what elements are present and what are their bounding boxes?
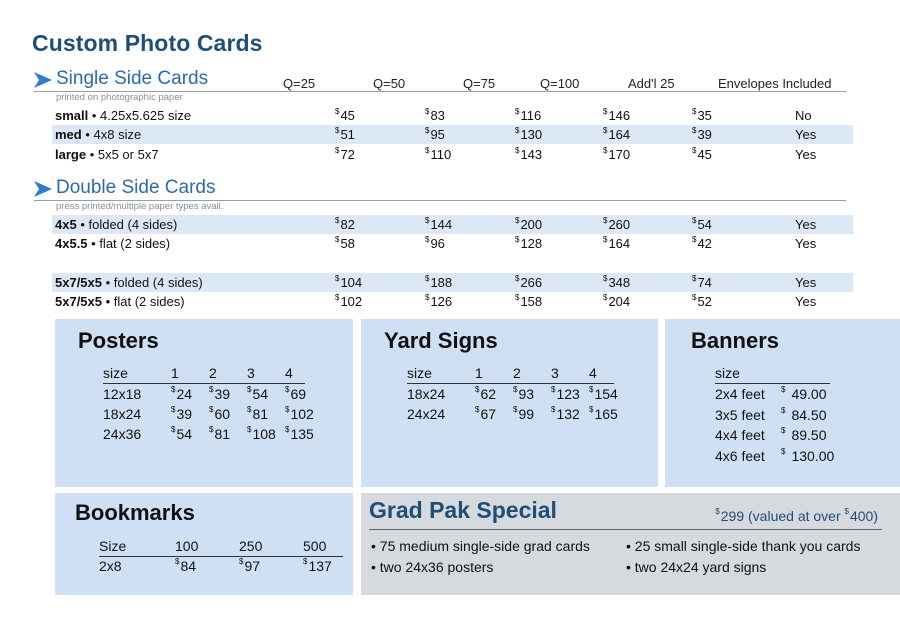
- currency-symbol: $: [515, 235, 520, 244]
- grad-pak-item: • 75 medium single-side grad cards: [371, 538, 590, 554]
- card-size: [55, 294, 185, 309]
- table-header: [715, 365, 830, 384]
- price-cell: [425, 275, 452, 290]
- currency-symbol: $: [425, 107, 430, 116]
- price-cell: [171, 406, 192, 422]
- price-cell: [171, 426, 192, 442]
- price-value: 54: [697, 217, 712, 232]
- envelopes-cell: Yes: [795, 275, 817, 290]
- price-value: 72: [340, 147, 355, 162]
- price-value: 146: [608, 108, 631, 123]
- currency-symbol: $: [425, 274, 430, 283]
- price-cell: [515, 275, 542, 290]
- section-subtitle: press printed/multiple paper types avail.: [56, 201, 224, 212]
- price-value: 135: [290, 426, 314, 442]
- price-value: 102: [290, 406, 314, 422]
- price-value: 104: [340, 275, 363, 290]
- column-header: 500: [303, 538, 327, 554]
- panel-title: Posters: [78, 328, 159, 353]
- column-header: 4: [285, 365, 293, 381]
- price-value: 165: [594, 406, 618, 422]
- currency-symbol: $: [603, 146, 608, 155]
- table-header: [99, 538, 343, 557]
- currency-symbol: $: [781, 385, 786, 394]
- card-size: [55, 108, 191, 123]
- price-cell: [515, 217, 542, 232]
- currency-symbol: $: [285, 405, 290, 414]
- price-value: 204: [608, 294, 631, 309]
- currency-symbol: $: [425, 216, 430, 225]
- currency-symbol: $: [603, 274, 608, 283]
- yard-signs-table: [407, 365, 622, 435]
- price-value: 81: [252, 406, 269, 422]
- card-size-desc: • flat (2 sides): [87, 236, 171, 251]
- currency-symbol: $: [515, 126, 520, 135]
- arrow-icon: [34, 71, 52, 89]
- price-value: 170: [608, 147, 631, 162]
- price-value: 143: [520, 147, 543, 162]
- price-value: 62: [480, 386, 497, 402]
- currency-symbol: $: [781, 446, 786, 456]
- price-cell: [515, 294, 542, 309]
- price-cell: [335, 294, 362, 309]
- price-value: 58: [340, 236, 355, 251]
- price-cell: [781, 427, 827, 443]
- price-value: 102: [340, 294, 363, 309]
- currency-symbol: $: [715, 507, 720, 516]
- price-value: 52: [697, 294, 712, 309]
- currency-symbol: $: [171, 425, 176, 434]
- currency-symbol: $: [589, 385, 594, 394]
- price-value: 84: [180, 558, 197, 574]
- envelopes-cell: No: [795, 108, 812, 123]
- envelopes-cell: Yes: [795, 294, 817, 309]
- card-row: [52, 215, 853, 234]
- column-header: Envelopes Included: [718, 76, 832, 91]
- price-cell: [515, 127, 542, 142]
- price-value: 54: [176, 426, 193, 442]
- currency-symbol: $: [335, 293, 340, 302]
- currency-symbol: $: [475, 385, 480, 394]
- price-cell: [692, 108, 712, 123]
- grad-pak-price-value: 299: [720, 508, 745, 524]
- bookmarks-panel: [55, 493, 353, 595]
- price-value: 49.00: [791, 386, 827, 402]
- currency-symbol: $: [425, 293, 430, 302]
- card-size: [55, 236, 170, 251]
- price-cell: [603, 147, 630, 162]
- card-size-desc: • 4x8 size: [81, 127, 142, 142]
- price-cell: [285, 406, 314, 422]
- posters-table: [103, 365, 313, 455]
- currency-symbol: $: [603, 216, 608, 225]
- section-label: Double Side Cards: [56, 177, 216, 198]
- panel-title: Yard Signs: [384, 328, 498, 353]
- currency-symbol: $: [515, 274, 520, 283]
- price-cell: [335, 236, 355, 251]
- currency-symbol: $: [285, 385, 290, 394]
- price-cell: [781, 407, 827, 423]
- price-value: 45: [340, 108, 355, 123]
- price-cell: [303, 558, 332, 574]
- column-header: 2: [209, 365, 217, 381]
- column-header: 250: [239, 538, 263, 554]
- price-cell: [335, 127, 355, 142]
- column-header: 1: [475, 365, 483, 381]
- price-value: 132: [556, 406, 580, 422]
- posters-panel: [55, 319, 353, 487]
- size-cell: 2x8: [99, 558, 122, 574]
- currency-symbol: $: [692, 146, 697, 155]
- price-value: 130.00: [791, 447, 835, 464]
- panel-title: Banners: [691, 328, 780, 353]
- price-cell: [603, 127, 630, 142]
- yard-signs-panel: [361, 319, 658, 487]
- currency-symbol: $: [247, 385, 252, 394]
- card-size-desc: • flat (2 sides): [102, 294, 185, 309]
- price-cell: [692, 147, 712, 162]
- price-cell: [603, 294, 630, 309]
- card-size: [55, 275, 203, 290]
- price-cell: [175, 558, 196, 574]
- price-cell: [209, 386, 230, 402]
- envelopes-cell: Yes: [795, 217, 817, 232]
- price-cell: [335, 108, 355, 123]
- currency-symbol: $: [335, 274, 340, 283]
- price-value: 154: [594, 386, 618, 402]
- currency-symbol: $: [781, 405, 786, 415]
- envelopes-cell: Yes: [795, 147, 817, 162]
- price-value: 82: [340, 217, 355, 232]
- card-row: [52, 125, 853, 144]
- price-cell: [603, 217, 630, 232]
- price-cell: [425, 108, 445, 123]
- price-value: 39: [214, 386, 231, 402]
- card-size-name: 4x5: [55, 217, 77, 232]
- price-value: 74: [697, 275, 712, 290]
- grad-pak-item: • two 24x36 posters: [371, 559, 494, 575]
- price-cell: [515, 108, 541, 123]
- grad-pak-item: • 25 small single-side thank you cards: [626, 538, 861, 554]
- currency-symbol: $: [692, 126, 697, 135]
- card-size: [55, 127, 141, 142]
- column-header: Q=50: [373, 76, 406, 91]
- panel-title: Bookmarks: [75, 500, 195, 525]
- price-value: 67: [480, 406, 497, 422]
- currency-symbol: $: [239, 557, 244, 566]
- price-cell: [475, 406, 496, 422]
- currency-symbol: $: [209, 405, 214, 414]
- currency-symbol: $: [171, 385, 176, 394]
- grad-pak-item: • two 24x24 yard signs: [626, 559, 767, 575]
- currency-symbol: $: [844, 507, 849, 516]
- price-value: 97: [244, 558, 261, 574]
- price-value: 51: [340, 127, 355, 142]
- table-header: [103, 365, 305, 384]
- card-row: [52, 145, 853, 164]
- price-value: 39: [697, 127, 712, 142]
- price-cell: [551, 386, 580, 402]
- price-value: 83: [430, 108, 445, 123]
- price-cell: [515, 236, 542, 251]
- price-value: 95: [430, 127, 445, 142]
- price-value: 35: [697, 108, 712, 123]
- envelopes-cell: Yes: [795, 236, 817, 251]
- price-value: 116: [520, 108, 542, 123]
- card-size-desc: • folded (4 sides): [76, 217, 178, 232]
- size-cell: 24x24: [407, 406, 446, 422]
- price-value: 123: [556, 386, 580, 402]
- card-row: [52, 234, 853, 253]
- column-header: size: [103, 365, 128, 381]
- currency-symbol: $: [285, 425, 290, 434]
- size-cell: 12x18: [103, 386, 142, 402]
- column-header: size: [715, 365, 740, 381]
- price-value: 84.50: [791, 406, 827, 423]
- grad-pak-value-text: (valued at over: [744, 508, 845, 524]
- currency-symbol: $: [425, 126, 430, 135]
- card-size: [55, 147, 159, 162]
- price-cell: [692, 275, 712, 290]
- size-cell: 18x24: [407, 386, 446, 402]
- grad-pak-value-close: ): [873, 508, 878, 524]
- currency-symbol: $: [303, 557, 308, 566]
- price-cell: [513, 406, 534, 422]
- currency-symbol: $: [692, 274, 697, 283]
- card-size-name: large: [55, 147, 87, 162]
- column-header: 4: [589, 365, 597, 381]
- currency-symbol: $: [209, 385, 214, 394]
- card-size-name: 5x7/5x5: [55, 294, 102, 309]
- column-header: Q=25: [283, 76, 316, 91]
- price-cell: [425, 217, 452, 232]
- card-size-name: small: [55, 108, 89, 123]
- price-cell: [515, 147, 542, 162]
- price-cell: [247, 426, 276, 442]
- currency-symbol: $: [551, 405, 556, 414]
- divider: [369, 529, 882, 530]
- price-cell: [247, 406, 268, 422]
- price-cell: [335, 275, 362, 290]
- price-value: 126: [430, 294, 453, 309]
- size-cell: 4x6 feet: [715, 447, 765, 464]
- card-size-desc: • folded (4 sides): [102, 275, 203, 290]
- price-value: 108: [252, 426, 276, 442]
- price-cell: [425, 236, 445, 251]
- currency-symbol: $: [781, 426, 786, 435]
- section-label: Single Side Cards: [56, 68, 209, 89]
- banners-panel: [665, 319, 900, 487]
- price-value: 266: [520, 275, 543, 290]
- column-header: 100: [175, 538, 199, 554]
- currency-symbol: $: [475, 405, 480, 414]
- card-size: [55, 217, 177, 232]
- card-row: [52, 106, 853, 125]
- currency-symbol: $: [175, 557, 180, 566]
- price-value: 158: [520, 294, 543, 309]
- currency-symbol: $: [335, 235, 340, 244]
- price-value: 110: [430, 147, 452, 162]
- grad-pak-price: [715, 508, 878, 524]
- price-value: 60: [214, 406, 231, 422]
- column-header: Size: [99, 538, 127, 554]
- size-cell: 18x24: [103, 406, 142, 422]
- currency-symbol: $: [515, 146, 520, 155]
- currency-symbol: $: [513, 405, 518, 414]
- currency-symbol: $: [515, 293, 520, 302]
- column-header: 3: [551, 365, 559, 381]
- price-value: 39: [176, 406, 193, 422]
- size-cell: 24x36: [103, 426, 142, 442]
- currency-symbol: $: [335, 146, 340, 155]
- currency-symbol: $: [589, 405, 594, 414]
- page-title: Custom Photo Cards: [32, 30, 263, 56]
- column-header: Q=100: [540, 76, 580, 91]
- price-cell: [425, 147, 451, 162]
- price-value: 137: [308, 558, 332, 574]
- currency-symbol: $: [425, 235, 430, 244]
- card-row: [52, 273, 853, 292]
- price-cell: [692, 236, 712, 251]
- price-cell: [692, 127, 712, 142]
- price-value: 164: [608, 127, 631, 142]
- column-header: Add'l 25: [628, 76, 675, 91]
- card-size-desc: • 4.25x5.625 size: [88, 108, 192, 123]
- currency-symbol: $: [603, 126, 608, 135]
- currency-symbol: $: [425, 146, 430, 155]
- column-header: Q=75: [463, 76, 496, 91]
- price-cell: [239, 558, 260, 574]
- panel-title: Grad Pak Special: [369, 497, 557, 523]
- arrow-icon: [34, 180, 52, 198]
- currency-symbol: $: [335, 216, 340, 225]
- currency-symbol: $: [335, 107, 340, 116]
- price-cell: [513, 386, 534, 402]
- currency-symbol: $: [209, 425, 214, 434]
- card-size-desc: • 5x5 or 5x7: [86, 147, 159, 162]
- card-size-name: 4x5.5: [55, 236, 88, 251]
- card-size-name: med: [55, 127, 82, 142]
- price-cell: [285, 426, 314, 442]
- price-value: 130: [520, 127, 543, 142]
- currency-symbol: $: [692, 235, 697, 244]
- currency-symbol: $: [603, 235, 608, 244]
- price-value: 89.50: [791, 427, 827, 443]
- price-value: 24: [176, 386, 193, 402]
- price-cell: [425, 127, 445, 142]
- currency-symbol: $: [171, 405, 176, 414]
- price-cell: [781, 448, 834, 464]
- currency-symbol: $: [513, 385, 518, 394]
- price-value: 45: [697, 147, 712, 162]
- price-value: 128: [520, 236, 543, 251]
- price-cell: [589, 386, 618, 402]
- grad-pak-value-amount: 400: [849, 508, 874, 524]
- price-cell: [171, 386, 192, 402]
- price-cell: [551, 406, 580, 422]
- currency-symbol: $: [247, 405, 252, 414]
- price-value: 54: [252, 386, 269, 402]
- currency-symbol: $: [692, 216, 697, 225]
- price-value: 260: [608, 217, 631, 232]
- price-value: 93: [518, 386, 535, 402]
- price-value: 144: [430, 217, 453, 232]
- column-header: 3: [247, 365, 255, 381]
- currency-symbol: $: [515, 216, 520, 225]
- price-cell: [692, 294, 712, 309]
- column-header: 2: [513, 365, 521, 381]
- grad-pak-panel: [361, 493, 900, 595]
- price-value: 81: [214, 426, 231, 442]
- double-side-header: [34, 179, 846, 201]
- price-value: 99: [518, 406, 535, 422]
- price-cell: [209, 406, 230, 422]
- table-header: [407, 365, 614, 384]
- price-cell: [247, 386, 268, 402]
- currency-symbol: $: [335, 126, 340, 135]
- currency-symbol: $: [692, 107, 697, 116]
- currency-symbol: $: [247, 425, 252, 434]
- price-cell: [335, 217, 355, 232]
- size-cell: 4x4 feet: [715, 427, 765, 443]
- currency-symbol: $: [515, 107, 520, 116]
- price-value: 42: [697, 236, 712, 251]
- price-value: 164: [608, 236, 631, 251]
- bookmarks-table: [99, 538, 345, 584]
- price-cell: [285, 386, 306, 402]
- price-cell: [603, 275, 630, 290]
- price-cell: [692, 217, 712, 232]
- price-cell: [603, 236, 630, 251]
- currency-symbol: $: [551, 385, 556, 394]
- price-value: 348: [608, 275, 631, 290]
- price-value: 188: [430, 275, 453, 290]
- price-cell: [589, 406, 618, 422]
- card-size-name: 5x7/5x5: [55, 275, 102, 290]
- column-header: size: [407, 365, 432, 381]
- banners-table: [715, 365, 833, 475]
- card-row: [52, 292, 853, 311]
- envelopes-cell: Yes: [795, 127, 817, 142]
- currency-symbol: $: [603, 107, 608, 116]
- size-cell: 3x5 feet: [715, 406, 765, 423]
- price-cell: [475, 386, 496, 402]
- price-value: 96: [430, 236, 445, 251]
- price-value: 69: [290, 386, 307, 402]
- size-cell: 2x4 feet: [715, 386, 765, 402]
- price-cell: [209, 426, 230, 442]
- currency-symbol: $: [692, 293, 697, 302]
- currency-symbol: $: [603, 293, 608, 302]
- price-value: 200: [520, 217, 543, 232]
- price-cell: [425, 294, 452, 309]
- price-cell: [335, 147, 355, 162]
- section-subtitle: printed on photographic paper: [56, 92, 183, 103]
- price-cell: [781, 386, 827, 402]
- column-header: 1: [171, 365, 179, 381]
- price-cell: [603, 108, 630, 123]
